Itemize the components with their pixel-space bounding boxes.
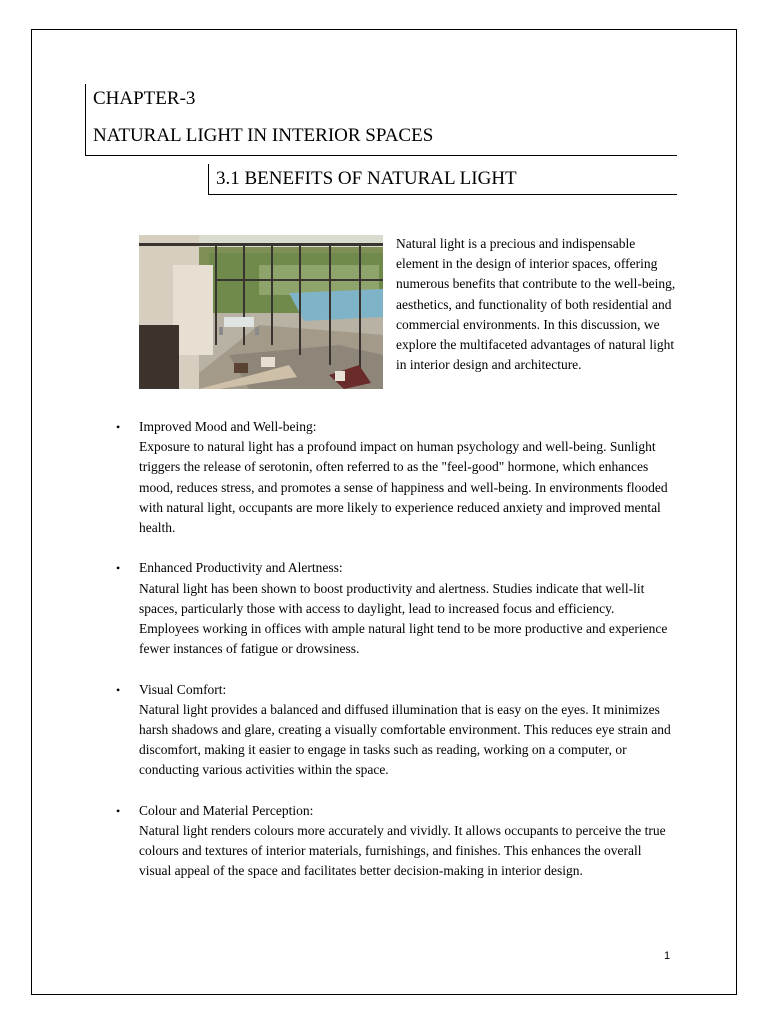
section-heading: 3.1 BENEFITS OF NATURAL LIGHT (216, 168, 517, 189)
bullet-icon: • (116, 803, 121, 818)
bullet-icon: • (116, 682, 121, 697)
bullet-icon: • (116, 561, 121, 576)
bullet-body: Exposure to natural light has a profound impact on human psychology and well-being. Sunlight triggers the release of serotonin, often referred to as the "feel-good" hormone, which enhances mood, reduces stress, and promotes a sense of happiness and well-being. In environments flooded with natural light, occupants are more likely to experience reduced anxiety and improved mental health. (139, 439, 668, 536)
bullet-body: Natural light has been shown to boost productivity and alertness. Studies indicate that well-lit spaces, particularly those with access to daylight, lead to increased focus and efficiency. Employees working in offices with ample natural light tend to be more productive and experience fewer instances of fatigue or drowsiness. (139, 580, 668, 657)
bullet-title: Colour and Material Perception: (139, 802, 314, 818)
list-item (116, 558, 676, 659)
section-header (208, 164, 677, 195)
list-item (116, 801, 676, 882)
chapter-header (85, 84, 677, 156)
bullet-body: Natural light renders colours more accurately and vividly. It allows occupants to perceive the true colours and textures of interior materials, furnishings, and finishes. This enhances the overall visual appeal of the space and facilitates better decision-making in interior design. (139, 823, 666, 879)
bullet-title: Improved Mood and Well-being: (139, 419, 317, 434)
list-item (116, 680, 676, 781)
page-number: 1 (664, 950, 671, 962)
bullet-body: Natural light provides a balanced and diffused illumination that is easy on the eyes. It minimizes harsh shadows and glare, creating a visually comfortable environment. This reduces eye strain and discomfort, making it easier to engage in tasks such as reading, working on a computer, or conducting various activities within the space. (139, 701, 671, 778)
bullet-icon: • (116, 420, 121, 434)
intro-paragraph: Natural light is a precious and indispensable element in the design of interior spaces, offering numerous benefits that contribute to the well-being, aesthetics, and functionality of both residential and commercial environments. In this discussion, we explore the multifaceted advantages of natural light in interior design and architecture. (396, 236, 676, 373)
chapter-title: NATURAL LIGHT IN INTERIOR SPACES (93, 125, 434, 146)
interior-photo (139, 235, 383, 389)
bullet-title: Enhanced Productivity and Alertness: (139, 560, 343, 576)
list-item (116, 417, 676, 538)
benefits-list (116, 417, 676, 902)
bullet-title: Visual Comfort: (139, 681, 227, 697)
chapter-label: CHAPTER-3 (93, 88, 196, 109)
